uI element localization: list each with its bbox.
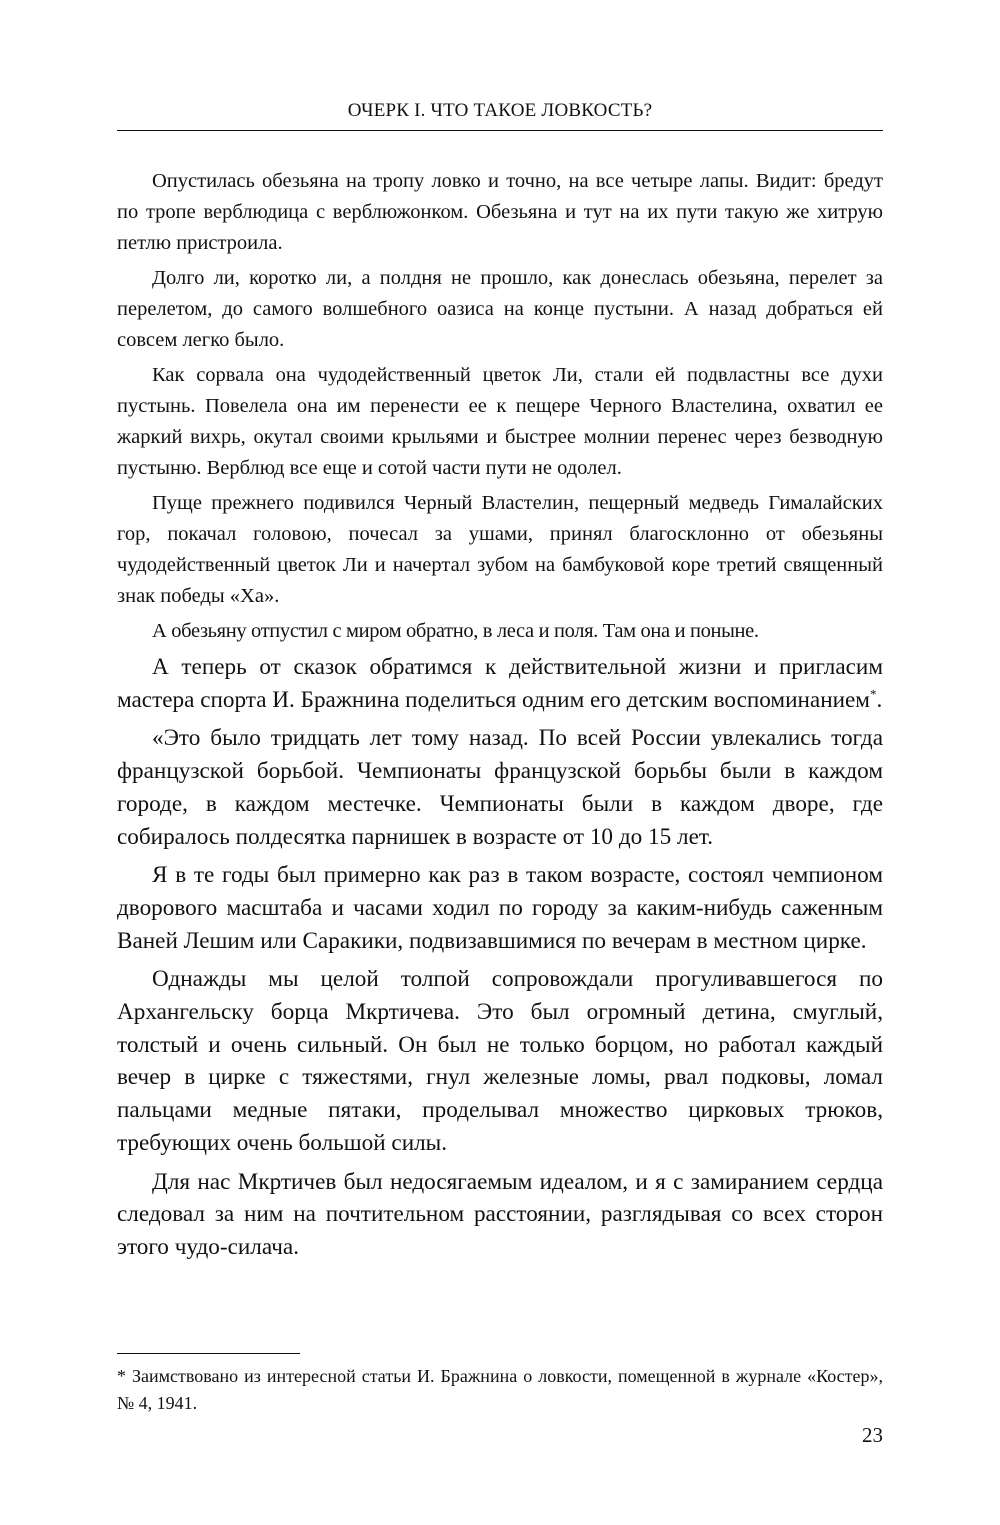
memoir-section: [117, 651, 883, 1264]
intro-text: А теперь от сказок обратимся к действительной жизни и пригласим мастера спорта И. Бражнина поделиться одним его детским воспоминанием: [117, 654, 883, 713]
page-body: [117, 166, 883, 1270]
paragraph: Для нас Мкртичев был недосягаемым идеалом, и я с замиранием сердца следовал за ним на почтительном расстоянии, разглядывая со всех сторон этого чудо-силача.: [117, 1168, 883, 1260]
paragraph: Как сорвала она чудодейственный цветок Ли, стали ей подвластны все духи пустынь. Повелела она им перенести ее к пещере Черного Властелина, охватил ее жаркий вихрь, окутал своими крыльями и быстрее молнии перенес через безводную пустыню. Верблюд все еще и сотой части пути не одолел.: [117, 364, 883, 479]
paragraph: Однажды мы целой толпой сопровождали прогуливавшегося по Архангельску борца Мкртичева. Это был огромный детина, смуглый, толстый и очень сильный. Он был не только борцом, но работал каждый вечер в цирке с тяжестями, гнул железные ломы, рвал подковы, ломал пальцами медные пятаки, проделывал множество цирковых трюков, требующих очень большой силы.: [117, 966, 883, 1156]
paragraph: Опустилась обезьяна на тропу ловко и точно, на все четыре лапы. Видит: бредут по тропе верблюдица с верблюжонком. Обезьяна и тут на их пути такую же хитрую петлю пристроила.: [117, 170, 883, 254]
paragraph: А обезьяну отпустил с миром обратно, в леса и поля. Там она и поныне.: [152, 620, 759, 642]
footnote-rule: [117, 1353, 300, 1354]
page-number: 23: [862, 1423, 883, 1447]
fairy-tale-section: [117, 166, 883, 647]
footnote-mark: *: [869, 685, 877, 701]
paragraph: Долго ли, коротко ли, а полдня не прошло, как донеслась обезьяна, перелет за перелетом, до самого волшебного оазиса на конце пустыни. А назад добраться ей совсем легко было.: [117, 267, 883, 351]
intro-paragraph: [117, 651, 883, 716]
header-rule: [117, 130, 883, 131]
running-header: ОЧЕРК I. ЧТО ТАКОЕ ЛОВКОСТЬ?: [347, 100, 653, 121]
intro-end: .: [876, 686, 883, 713]
paragraph: «Это было тридцать лет тому назад. По всей России увлекались тогда французской борьбой. Чемпионаты французской борьбы были в каждом городе, в каждом местечке. Чемпионаты были в каждом дворе, где собиралось полдесятка парнишек в возрасте от 10 до 15 лет.: [117, 725, 883, 850]
paragraph: Пуще прежнего подивился Черный Властелин, пещерный медведь Гималайских гор, покачал головою, почесал за ушами, принял благосклонно от обезьяны чудодейственный цветок Ли и начертал зубом на бамбуковой коре третий священный знак победы «Ха».: [117, 492, 883, 607]
paragraph: Я в те годы был примерно как раз в таком возрасте, состоял чемпионом дворового масштаба и часами ходил по городу за каким-нибудь саженным Ваней Лешим или Саракики, подвизавшимися по вечерам в местном цирке.: [117, 862, 883, 954]
footnote: * Заимствовано из интересной статьи И. Бражнина о ловкости, помещенной в журнале «Костер», № 4, 1941.: [117, 1366, 883, 1413]
